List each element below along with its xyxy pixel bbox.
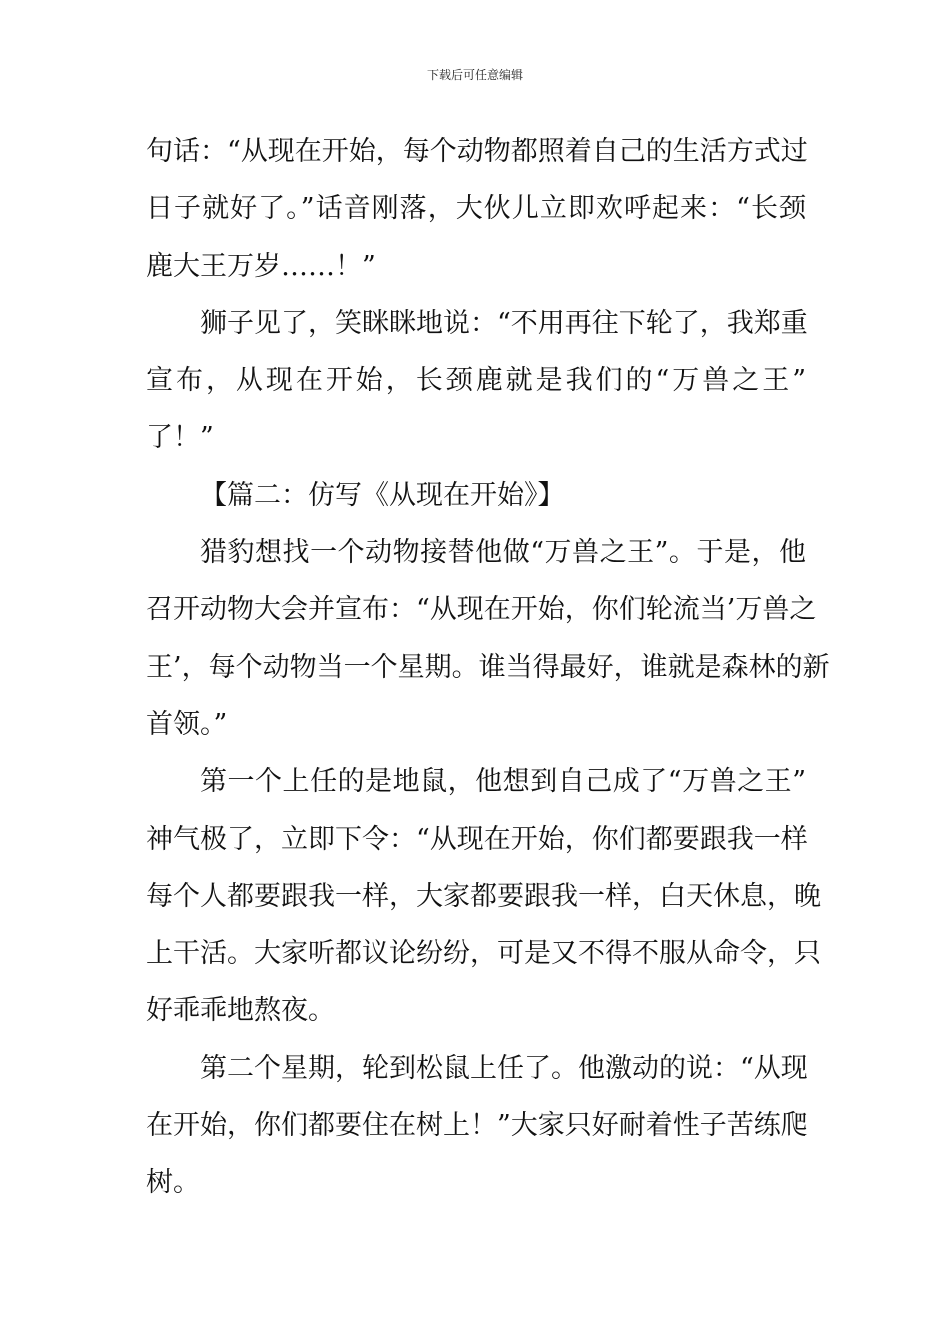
text-line: 首领。”: [146, 708, 228, 740]
text-line: 上干活。大家听都议论纷纷，可是又不得不服从命令，只: [146, 938, 821, 970]
text-line: 王’，每个动物当一个星期。谁当得最好，谁就是森林的新: [146, 651, 830, 683]
text-line: 召开动物大会并宣布：“从现在开始，你们轮流当’万兽之: [146, 594, 817, 626]
text-line: 在开始，你们都要住在树上！”大家只好耐着性子苦练爬: [146, 1110, 808, 1142]
text-line: 猎豹想找一个动物接替他做“万兽之王”。于是，他: [200, 537, 806, 569]
text-line: 每个人都要跟我一样，大家都要跟我一样，白天休息，晚: [146, 880, 821, 912]
text-line: 好乖乖地熬夜。: [146, 995, 335, 1027]
text-line: 宣布，从现在开始，长颈鹿就是我们的“万兽之王”: [146, 365, 806, 397]
text-line: 第二个星期，轮到松鼠上任了。他激动的说：“从现: [200, 1052, 808, 1084]
text-line: 句话：“从现在开始，每个动物都照着自己的生活方式过: [146, 136, 808, 167]
text-line: 树。: [146, 1167, 200, 1199]
text-line: 神气极了，立即下令：“从现在开始，你们都要跟我一样: [146, 823, 808, 855]
text-line: 了！”: [146, 422, 214, 454]
text-line: 【篇二：仿写《从现在开始》】: [200, 479, 565, 511]
text-line: 日子就好了。”话音刚落，大伙儿立即欢呼起来：“长颈: [146, 193, 806, 225]
document-body: [146, 123, 830, 1212]
text-line: 狮子见了，笑眯眯地说：“不用再往下轮了，我郑重: [200, 307, 808, 339]
text-line: 鹿大王万岁……！”: [146, 250, 376, 282]
page-header: 下载后可任意编辑: [426, 68, 523, 82]
text-line: 第一个上任的是地鼠，他想到自己成了“万兽之王”: [200, 766, 806, 798]
